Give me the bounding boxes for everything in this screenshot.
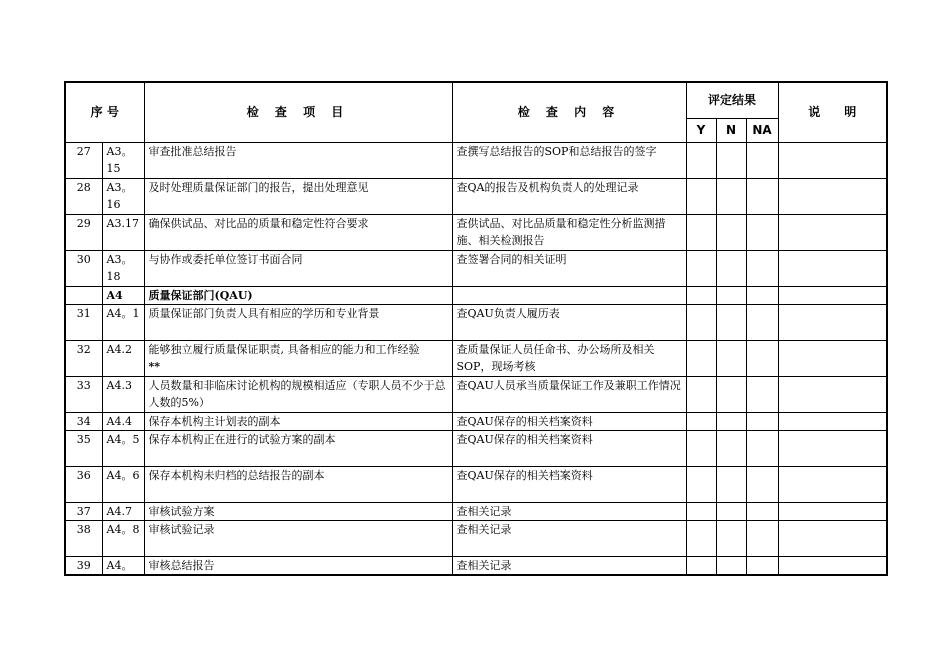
table-row [65,466,887,502]
row-content [452,178,686,214]
row-content [452,430,686,466]
row-content [452,286,686,304]
row-item-mark: ** [148,359,161,373]
row-code-text: A3.17 [106,216,139,230]
note-cell[interactable] [778,376,887,412]
result-y-cell[interactable] [686,286,716,304]
result-n-cell[interactable] [716,430,746,466]
row-item [144,412,452,430]
row-code-text: A4.7 [106,504,132,518]
result-n-cell[interactable] [716,340,746,376]
result-n-cell[interactable] [716,466,746,502]
result-y-cell[interactable] [686,376,716,412]
row-item-text: 能够独立履行质量保证职责, 具备相应的能力和工作经验 [148,342,420,356]
table-row [65,142,887,178]
row-content-text: 查QAU人员承当质量保证工作及兼职工作情况 [456,378,681,392]
row-number-text: 30 [76,252,91,266]
row-number [65,214,102,250]
table-row [65,376,887,412]
note-cell[interactable] [778,304,887,340]
note-cell[interactable] [778,520,887,556]
row-code-text: A3。16 [106,180,133,211]
row-item-text: 质量保证部门(QAU) [148,288,253,302]
header-na: NA [746,118,778,142]
row-content-text: 查供试品、对比品质量和稳定性分析监测措施、相关检测报告 [456,216,666,247]
result-y-cell[interactable] [686,214,716,250]
result-na-cell[interactable] [746,376,778,412]
row-content-text: 查QAU保存的相关档案资料 [456,468,593,482]
row-number [65,376,102,412]
row-code-text: A4。 [106,558,133,572]
header-seq: 序 号 [65,82,144,142]
row-number [65,430,102,466]
row-number-text: 27 [76,144,91,158]
result-n-cell[interactable] [716,376,746,412]
row-number-text: 32 [76,342,91,356]
row-item [144,286,452,304]
result-n-cell[interactable] [716,502,746,520]
row-content [452,412,686,430]
row-content-text: 查QAU负责人履历表 [456,306,560,320]
row-code [102,376,144,412]
result-n-cell[interactable] [716,214,746,250]
row-code [102,466,144,502]
result-n-cell[interactable] [716,556,746,575]
row-number-text: 38 [76,522,91,536]
table-row [65,304,887,340]
note-cell[interactable] [778,502,887,520]
row-code-text: A4。5 [106,432,140,446]
row-code [102,214,144,250]
result-y-cell[interactable] [686,502,716,520]
row-item-text: 审核试验记录 [148,522,215,536]
note-cell[interactable] [778,142,887,178]
row-item [144,556,452,575]
row-content [452,520,686,556]
row-item [144,214,452,250]
row-code [102,142,144,178]
row-number [65,556,102,575]
result-na-cell[interactable] [746,286,778,304]
table-row [65,430,887,466]
row-code [102,520,144,556]
row-number [65,466,102,502]
header-note: 说 明 [778,82,887,142]
row-content [452,376,686,412]
row-number [65,340,102,376]
row-code [102,430,144,466]
row-code [102,286,144,304]
note-cell[interactable] [778,250,887,286]
note-cell[interactable] [778,412,887,430]
row-code [102,502,144,520]
table-row [65,412,887,430]
row-item [144,430,452,466]
result-n-cell[interactable] [716,178,746,214]
header-y: Y [686,118,716,142]
row-code-text: A4.3 [106,378,132,392]
row-number [65,286,102,304]
result-n-cell[interactable] [716,286,746,304]
header-content: 检 查 内 容 [452,82,686,142]
result-na-cell[interactable] [746,250,778,286]
result-na-cell[interactable] [746,304,778,340]
row-number [65,502,102,520]
note-cell[interactable] [778,430,887,466]
table-row [65,502,887,520]
result-n-cell[interactable] [716,304,746,340]
row-code [102,340,144,376]
row-item [144,340,452,376]
note-cell[interactable] [778,286,887,304]
result-na-cell[interactable] [746,214,778,250]
row-code [102,556,144,575]
row-item-text: 质量保证部门负责人具有相应的学历和专业背景 [148,306,380,320]
row-number-text: 39 [76,558,91,572]
row-number-text: 36 [76,468,91,482]
row-code-text: A4。1 [106,306,140,320]
result-na-cell[interactable] [746,502,778,520]
row-item-text: 审查批准总结报告 [148,144,237,158]
row-item-text: 审核总结报告 [148,558,215,572]
row-content-text: 查相关记录 [456,504,512,518]
row-content-text: 查质量保证人员任命书、办公场所及相关SOP，现场考核 [456,342,655,373]
row-content-text: 查相关记录 [456,522,512,536]
inspection-table [64,81,888,576]
row-content [452,466,686,502]
row-item-text: 保存本机构正在进行的试验方案的副本 [148,432,336,446]
result-y-cell[interactable] [686,520,716,556]
row-item-text: 保存本机构主计划表的副本 [148,414,281,428]
note-cell[interactable] [778,466,887,502]
row-item-text: 与协作或委托单位签订书面合同 [148,252,303,266]
row-number [65,178,102,214]
table-body [65,142,887,575]
row-number [65,142,102,178]
row-item-text: 保存本机构未归档的总结报告的副本 [148,468,325,482]
header-n: N [716,118,746,142]
header-item: 检 查 项 目 [144,82,452,142]
row-content-text: 查QA的报告及机构负责人的处理记录 [456,180,639,194]
row-item [144,502,452,520]
row-number-text: 31 [76,306,91,320]
row-number-text: 35 [76,432,91,446]
table-row [65,286,887,304]
result-y-cell[interactable] [686,142,716,178]
table-row [65,178,887,214]
row-item [144,466,452,502]
table-row [65,250,887,286]
result-y-cell[interactable] [686,556,716,575]
note-cell[interactable] [778,556,887,575]
row-content-text: 查撰写总结报告的SOP和总结报告的签字 [456,144,657,158]
row-number-text: 29 [76,216,91,230]
row-code-text: A3。15 [106,144,133,175]
row-content [452,142,686,178]
result-n-cell[interactable] [716,520,746,556]
row-content [452,250,686,286]
result-na-cell[interactable] [746,466,778,502]
result-na-cell[interactable] [746,412,778,430]
result-y-cell[interactable] [686,466,716,502]
row-content-text: 查相关记录 [456,558,512,572]
result-y-cell[interactable] [686,304,716,340]
table-row [65,214,887,250]
row-number-text: 37 [76,504,91,518]
table-row [65,556,887,575]
result-y-cell[interactable] [686,430,716,466]
row-content-text: 查QAU保存的相关档案资料 [456,414,593,428]
result-y-cell[interactable] [686,178,716,214]
row-code-text: A3。18 [106,252,133,283]
row-code [102,178,144,214]
note-cell[interactable] [778,214,887,250]
row-code-text: A4。6 [106,468,140,482]
row-number [65,412,102,430]
row-item [144,178,452,214]
row-content-text: 查QAU保存的相关档案资料 [456,432,593,446]
row-number-text: 34 [76,414,91,428]
result-na-cell[interactable] [746,178,778,214]
note-cell[interactable] [778,340,887,376]
row-code-text: A4.2 [106,342,132,356]
row-content [452,556,686,575]
result-na-cell[interactable] [746,340,778,376]
result-n-cell[interactable] [716,250,746,286]
row-content [452,304,686,340]
row-code-text: A4.4 [106,414,132,428]
row-item-text: 及时处理质量保证部门的报告，提出处理意见 [148,180,369,194]
row-item-text: 审核试验方案 [148,504,215,518]
row-content [452,340,686,376]
row-item [144,250,452,286]
note-cell[interactable] [778,178,887,214]
result-y-cell[interactable] [686,412,716,430]
row-item [144,142,452,178]
result-na-cell[interactable] [746,520,778,556]
row-number-text: 28 [76,180,91,194]
row-content [452,502,686,520]
table-row [65,520,887,556]
row-code-text: A4 [106,288,123,302]
row-item-text: 人员数量和非临床讨论机构的规模相适应（专职人员不少于总人数的5%） [148,378,446,409]
row-item [144,376,452,412]
row-number [65,520,102,556]
row-content-text: 查签署合同的相关证明 [456,252,567,266]
table-row [65,340,887,376]
row-content [452,214,686,250]
result-y-cell[interactable] [686,250,716,286]
row-code [102,304,144,340]
header-result: 评定结果 [686,82,778,118]
row-item [144,304,452,340]
result-y-cell[interactable] [686,340,716,376]
row-code-text: A4。8 [106,522,140,536]
row-code [102,250,144,286]
row-number [65,250,102,286]
result-na-cell[interactable] [746,142,778,178]
row-item [144,520,452,556]
row-number [65,304,102,340]
result-n-cell[interactable] [716,142,746,178]
row-number-text: 33 [76,378,91,392]
row-code [102,412,144,430]
result-na-cell[interactable] [746,556,778,575]
result-n-cell[interactable] [716,412,746,430]
result-na-cell[interactable] [746,430,778,466]
row-item-text: 确保供试品、对比品的质量和稳定性符合要求 [148,216,369,230]
